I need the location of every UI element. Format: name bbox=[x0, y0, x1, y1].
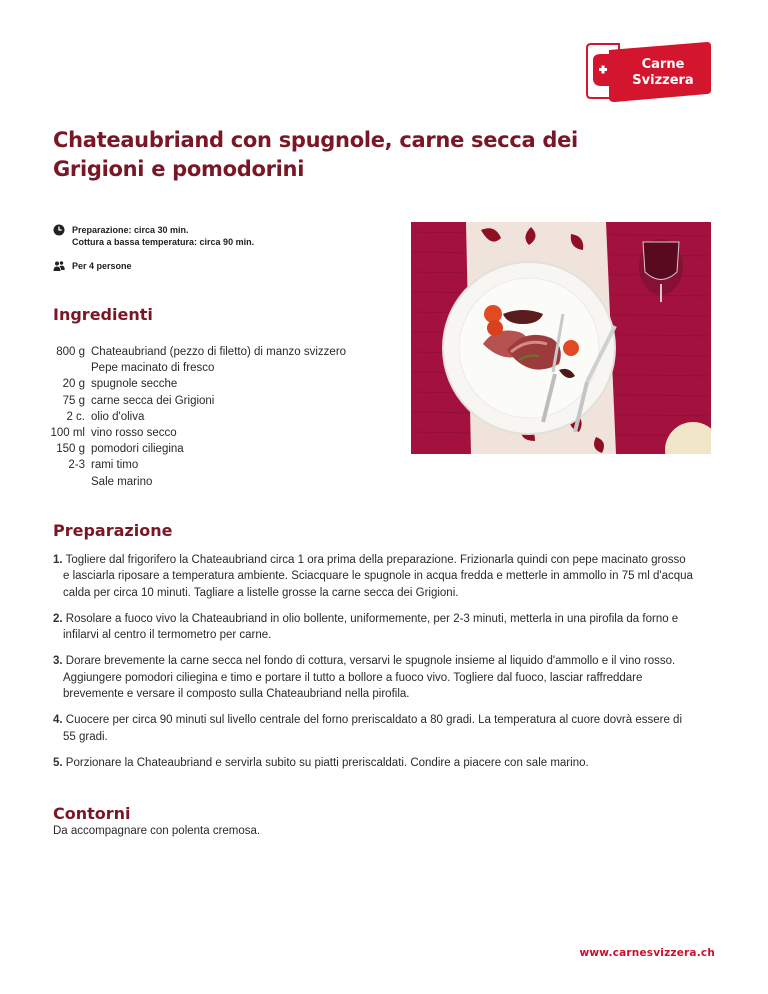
step-item bbox=[53, 653, 693, 702]
ingredient-name: Chateaubriand (pezzo di filetto) di manzo svizzero bbox=[91, 346, 347, 358]
step-item bbox=[53, 755, 693, 771]
ingredient-qty: 20 g bbox=[62, 378, 85, 391]
step-text: Cuocere per circa 90 minuti sul livello centrale del forno preriscaldato a 80 gradi. La temperatura al cuore dovrà essere di 55 gradi. bbox=[63, 714, 683, 743]
step-number: 3. bbox=[53, 655, 63, 668]
step-number: 2. bbox=[53, 612, 63, 625]
ingredient-item bbox=[40, 457, 370, 473]
step-number: 5. bbox=[53, 756, 63, 769]
ingredient-name: Pepe macinato di fresco bbox=[91, 362, 215, 375]
step-number: 1. bbox=[53, 554, 63, 566]
ingredient-item bbox=[40, 393, 370, 409]
ingredients-heading: Ingredienti bbox=[53, 305, 153, 324]
ingredient-qty: 2 c. bbox=[66, 410, 85, 423]
people-icon bbox=[53, 260, 65, 272]
ingredient-item bbox=[40, 409, 370, 425]
ingredient-name: vino rosso secco bbox=[91, 426, 177, 439]
ingredient-item bbox=[40, 376, 370, 392]
step-number: 4. bbox=[53, 714, 63, 727]
ingredient-name: olio d'oliva bbox=[91, 410, 145, 423]
ingredient-item bbox=[40, 425, 370, 441]
carne-svizzera-logo bbox=[579, 40, 713, 104]
ingredient-qty: 2-3 bbox=[68, 459, 85, 472]
servings: Per 4 persone bbox=[72, 261, 132, 271]
step-text: Togliere dal frigorifero la Chateaubriand circa 1 ora prima della preparazione. Frizionarla quindi con pepe macinato grosso e lasciarla riposare a temperatura ambiente. Sciacquare le spugnole in acqua fredda e metterle in ammollo in 75 ml d'acqua calda per circa 10 minuti. Tagliare a listelle grosse la carne secca dei Grigioni. bbox=[63, 554, 693, 599]
clock-icon bbox=[53, 224, 65, 236]
step-text: Rosolare a fuoco vivo la Chateaubriand in olio bollente, uniformemente, per 2-3 minuti, metterla in una pirofila da forno e infilarvi al centro il termometro per carne. bbox=[63, 612, 679, 642]
ingredients-list bbox=[40, 344, 370, 490]
logo-line1: Carne bbox=[641, 57, 685, 72]
ingredient-name: Sale marino bbox=[91, 475, 153, 488]
ingredient-item bbox=[40, 344, 370, 360]
prep-time: Preparazione: circa 30 min. bbox=[72, 225, 189, 235]
recipe-photo bbox=[411, 222, 711, 454]
step-item bbox=[53, 712, 693, 745]
ingredient-qty: 100 ml bbox=[50, 426, 85, 439]
website-link[interactable]: www.carnesvizzera.ch bbox=[579, 947, 715, 959]
ingredient-name: pomodori ciliegina bbox=[91, 443, 184, 456]
ingredient-name: spugnole secche bbox=[91, 378, 178, 391]
ingredient-qty: 75 g bbox=[62, 394, 85, 407]
step-text: Dorare brevemente la carne secca nel fondo di cottura, versarvi le spugnole insieme al liquido d'ammollo e il vino rosso. Aggiungere pomodori ciliegina e timo e portare il tutto a bollore a fuoco vivo. Togliere dal fuoco, lasciar raffreddare brevemente e versare il composto sulla Chateaubriand nella pirofila. bbox=[63, 655, 676, 701]
step-item bbox=[53, 611, 693, 644]
sides-heading: Contorni bbox=[53, 804, 131, 823]
ingredient-name: carne secca dei Grigioni bbox=[91, 394, 215, 407]
ingredient-item bbox=[40, 441, 370, 457]
ingredient-qty: 800 g bbox=[56, 346, 85, 358]
ingredient-qty: 150 g bbox=[56, 443, 85, 456]
ingredient-item bbox=[40, 360, 370, 376]
preparation-heading: Preparazione bbox=[53, 521, 173, 540]
ingredient-name: rami timo bbox=[91, 459, 139, 472]
logo-line2: Svizzera bbox=[632, 73, 694, 88]
step-text: Porzionare la Chateaubriand e servirla subito su piatti preriscaldati. Condire a piacere con sale marino. bbox=[65, 756, 589, 769]
sides-text: Da accompagnare con polenta cremosa. bbox=[53, 825, 261, 837]
ingredient-item bbox=[40, 474, 370, 490]
preparation-steps bbox=[53, 552, 693, 781]
servings-info bbox=[53, 260, 253, 272]
step-item bbox=[53, 552, 693, 601]
cook-time: Cottura a bassa temperatura: circa 90 min. bbox=[72, 237, 255, 247]
time-info bbox=[53, 224, 313, 250]
recipe-title: Chateaubriand con spugnole, carne secca dei Grigioni e pomodorini bbox=[53, 128, 578, 181]
